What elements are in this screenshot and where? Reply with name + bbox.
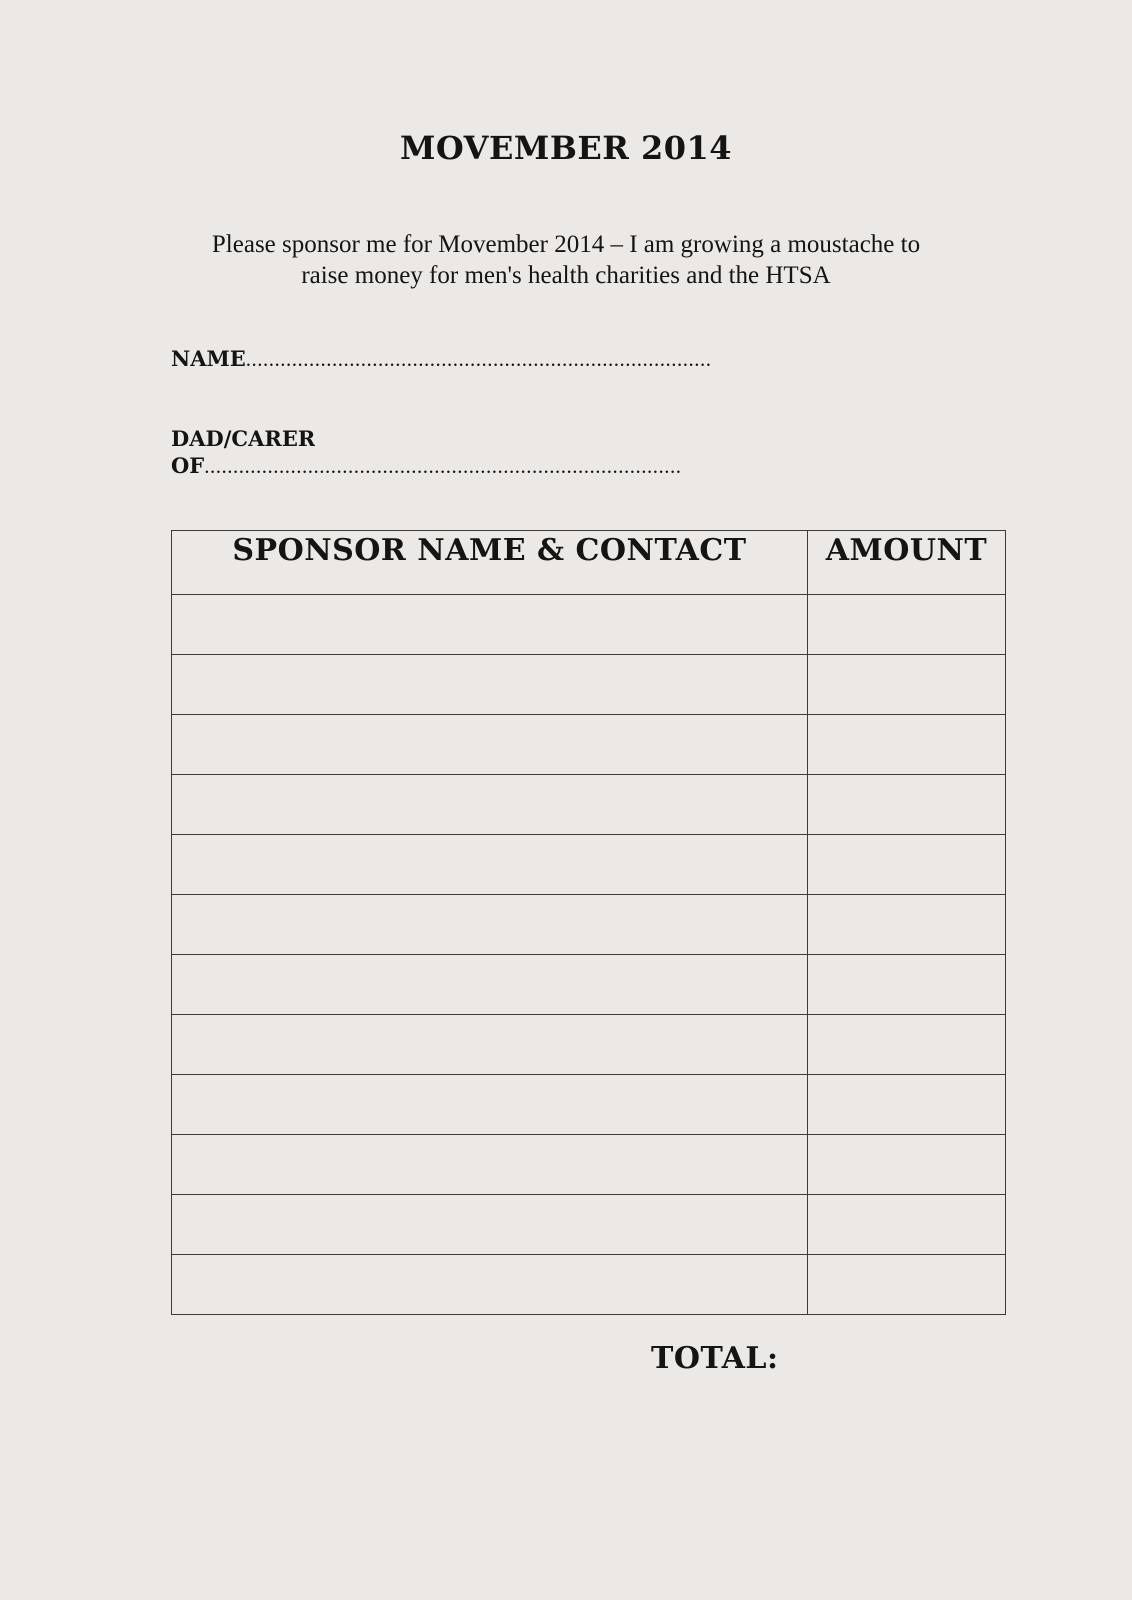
page-title: MOVEMBER 2014 (399, 129, 733, 167)
sponsor-name-cell[interactable] (172, 1075, 808, 1135)
sponsor-name-cell[interactable] (172, 955, 808, 1015)
table-row (172, 655, 1006, 715)
dad-carer-dotted-line: ................................................................................... (204, 455, 682, 477)
sponsor-name-cell[interactable] (172, 595, 808, 655)
name-field[interactable] (171, 348, 954, 370)
name-dotted-line: ................................................................................. (245, 348, 712, 370)
sponsor-name-cell[interactable] (172, 655, 808, 715)
sponsor-name-cell[interactable] (172, 1255, 808, 1315)
table-header-row (172, 531, 1006, 595)
sponsor-table-body (172, 595, 1006, 1315)
amount-header: AMOUNT (808, 531, 1006, 595)
total-label: TOTAL: (651, 1341, 779, 1376)
sponsor-name-cell[interactable] (172, 1195, 808, 1255)
table-row (172, 1135, 1006, 1195)
amount-cell[interactable] (808, 895, 1006, 955)
sponsor-name-cell[interactable] (172, 835, 808, 895)
dad-carer-label-line-1: DAD/CARER (171, 428, 316, 449)
sponsor-name-cell[interactable] (172, 1135, 808, 1195)
amount-cell[interactable] (808, 595, 1006, 655)
sponsor-name-cell[interactable] (172, 895, 808, 955)
table-row (172, 715, 1006, 775)
intro-line-1: Please sponsor me for Movember 2014 – I am growing a moustache to (211, 231, 921, 258)
intro-line-2: raise money for men's health charities and the HTSA (301, 262, 831, 289)
sponsor-name-cell[interactable] (172, 1015, 808, 1075)
table-row (172, 955, 1006, 1015)
amount-cell[interactable] (808, 1195, 1006, 1255)
sponsor-name-cell[interactable] (172, 715, 808, 775)
dad-carer-field[interactable] (171, 455, 936, 477)
table-row (172, 1255, 1006, 1315)
amount-cell[interactable] (808, 715, 1006, 775)
amount-cell[interactable] (808, 1015, 1006, 1075)
amount-cell[interactable] (808, 775, 1006, 835)
amount-cell[interactable] (808, 835, 1006, 895)
intro-text (150, 229, 982, 291)
table-row (172, 1195, 1006, 1255)
sponsor-name-contact-header: SPONSOR NAME & CONTACT (172, 531, 808, 595)
amount-cell[interactable] (808, 1075, 1006, 1135)
sponsor-table (171, 530, 1006, 1315)
table-row (172, 595, 1006, 655)
table-row (172, 1015, 1006, 1075)
table-row (172, 1075, 1006, 1135)
amount-cell[interactable] (808, 955, 1006, 1015)
table-row (172, 835, 1006, 895)
amount-cell[interactable] (808, 655, 1006, 715)
dad-carer-label-line-2: OF (171, 455, 205, 477)
table-row (172, 895, 1006, 955)
name-label: NAME (171, 348, 246, 370)
sponsor-name-cell[interactable] (172, 775, 808, 835)
table-row (172, 775, 1006, 835)
amount-cell[interactable] (808, 1255, 1006, 1315)
amount-cell[interactable] (808, 1135, 1006, 1195)
